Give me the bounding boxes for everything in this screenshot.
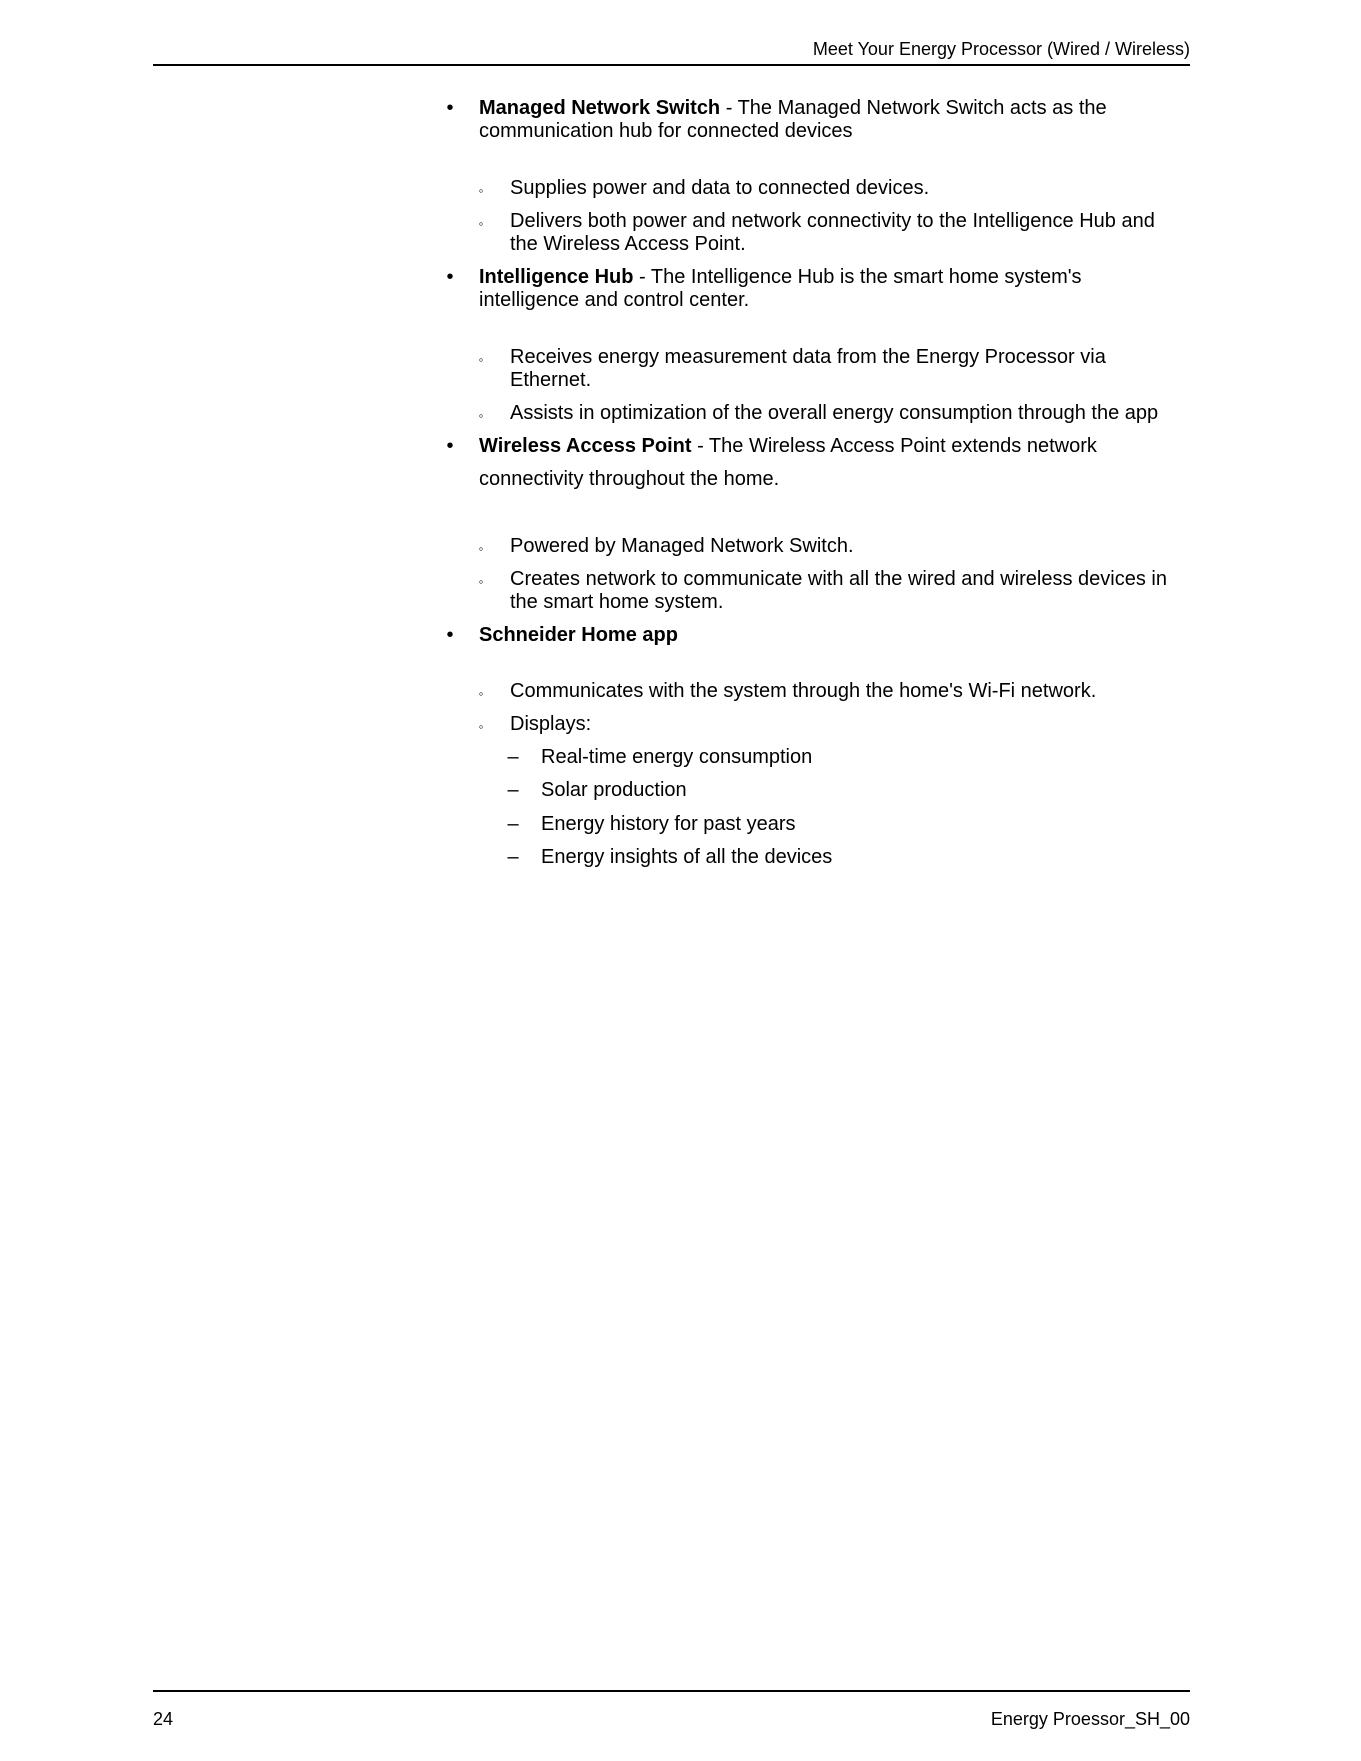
description-line: intelligence and control center.: [479, 289, 750, 311]
dash-list-item-text: Energy history for past years: [541, 813, 796, 835]
circle-marker: ◦: [478, 574, 484, 589]
circle-marker: ◦: [478, 352, 484, 367]
footer-divider: [153, 1690, 1190, 1692]
dash-list-item-text: Real-time energy consumption: [541, 746, 813, 768]
dash-marker: –: [507, 746, 519, 768]
description-line: - The Managed Network Switch acts as the: [720, 97, 1107, 119]
circle-marker: ◦: [478, 719, 484, 734]
term-wireless-access-point: Wireless Access Point: [479, 435, 692, 457]
dash-marker: –: [507, 779, 519, 801]
text-line: Delivers both power and network connectivity to the Intelligence Hub and: [510, 210, 1155, 232]
sub-list-item-text: Powered by Managed Network Switch.: [510, 535, 854, 557]
bullet-marker: •: [446, 624, 454, 646]
circle-marker: ◦: [478, 216, 484, 231]
description-line: - The Intelligence Hub is the smart home system's: [633, 266, 1082, 288]
text-line: Ethernet.: [510, 369, 592, 391]
circle-marker: ◦: [478, 686, 484, 701]
term-intelligence-hub: Intelligence Hub: [479, 266, 634, 288]
list-item-text: [479, 624, 678, 647]
dash-list-item-text: Solar production: [541, 779, 687, 801]
term-schneider-home-app: Schneider Home app: [479, 624, 678, 646]
text-line: Receives energy measurement data from the Energy Processor via: [510, 346, 1106, 368]
text-line: Creates network to communicate with all the wired and wireless devices in: [510, 568, 1167, 590]
dash-list-item-text: Energy insights of all the devices: [541, 846, 833, 868]
sub-list-item-text: Displays:: [510, 713, 592, 735]
text-line: the Wireless Access Point.: [510, 233, 746, 255]
list-item-text: [479, 435, 1097, 491]
bullet-marker: •: [446, 435, 454, 457]
list-item-text: [479, 97, 1107, 143]
sub-list-item-text: Assists in optimization of the overall energy consumption through the app: [510, 402, 1159, 424]
list-item-text: [479, 266, 1082, 312]
description-line: connectivity throughout the home.: [479, 468, 780, 490]
dash-marker: –: [507, 846, 519, 868]
circle-marker: ◦: [478, 183, 484, 198]
sub-list-item-text: Supplies power and data to connected devices.: [510, 177, 930, 199]
header-divider: [153, 64, 1190, 66]
text-line: the smart home system.: [510, 591, 724, 613]
page-number: 24: [153, 1709, 174, 1729]
description-line: communication hub for connected devices: [479, 120, 853, 142]
page-header-title: Meet Your Energy Processor (Wired / Wireless): [812, 39, 1190, 59]
sub-list-item-text: Communicates with the system through the home's Wi-Fi network.: [510, 680, 1097, 702]
circle-marker: ◦: [478, 541, 484, 556]
bullet-marker: •: [446, 97, 454, 119]
bullet-marker: •: [446, 266, 454, 288]
sub-list-item-text: [510, 210, 1155, 256]
sub-list-item-text: [510, 568, 1167, 614]
document-id: Energy Proessor_SH_00: [990, 1709, 1190, 1729]
dash-marker: –: [507, 813, 519, 835]
description-line: - The Wireless Access Point extends network: [691, 435, 1097, 457]
circle-marker: ◦: [478, 408, 484, 423]
term-managed-network-switch: Managed Network Switch: [479, 97, 721, 119]
sub-list-item-text: [510, 346, 1106, 392]
